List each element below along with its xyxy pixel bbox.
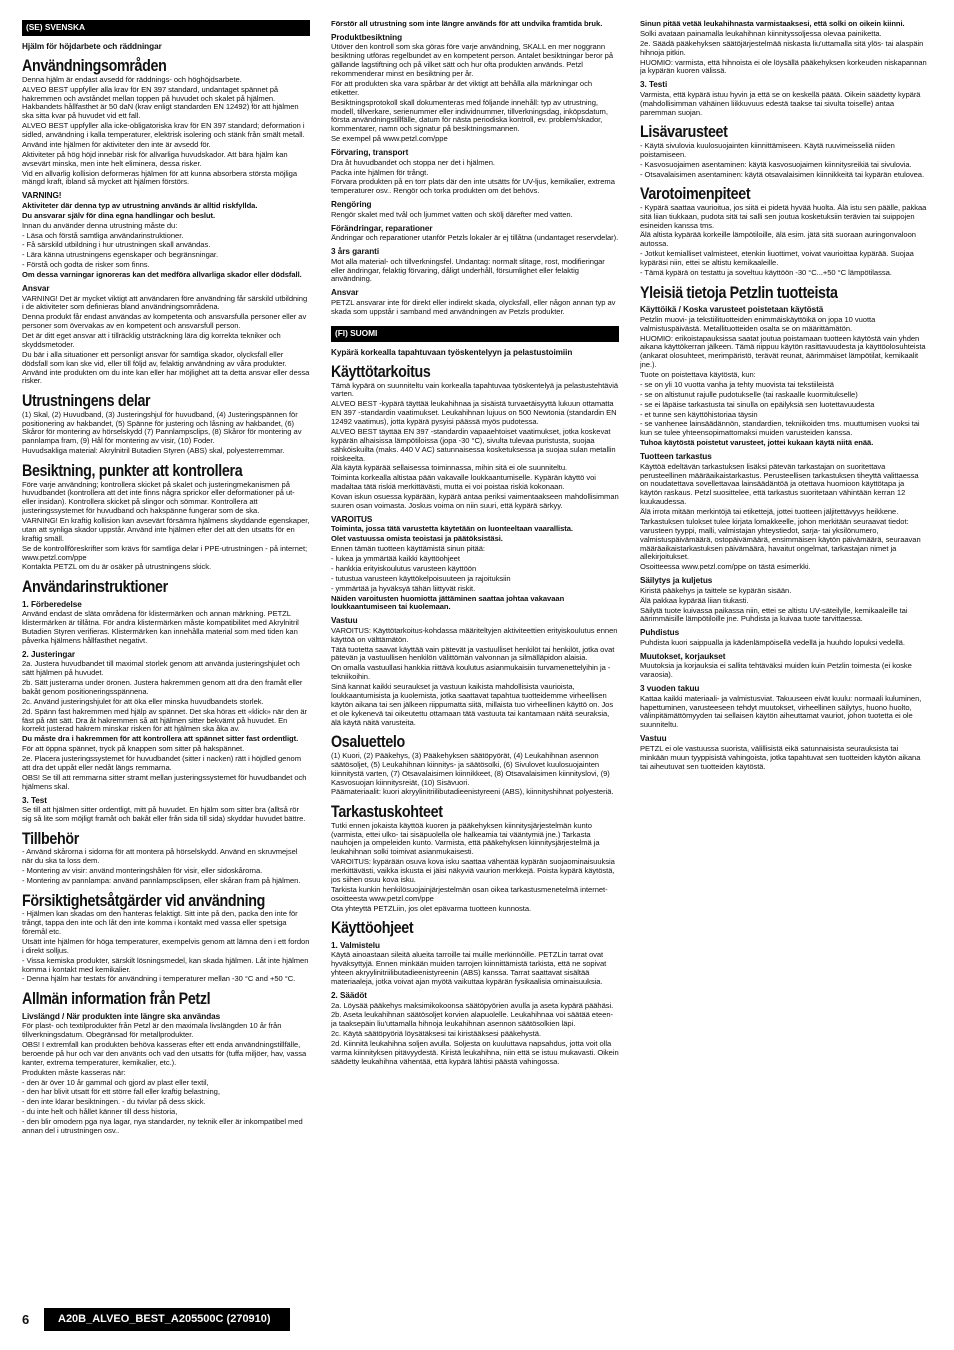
delar-paragraphs: [22, 411, 310, 456]
text-line: Se exempel på www.petzl.com/ppe: [331, 134, 448, 144]
text-line: Säilytä tuote kuivassa paikassa niin, ettei se altistu UV-säteilylle, kemikaaleille tai äärimmäisille lämpötiloille jne. Puhdista ja kuivaa tuote tarvittaessa.: [640, 605, 908, 624]
text-line: (1) Skal, (2) Huvudband, (3) Justeringshjul för huvudband, (4) Justeringspännen för positionering av hakbandet, (5) Spänne för justering och låsning av hakbandet, (6) Skåror för montering av hörselskydd (7) Pannlampsclips, (8) Skåror för montering av pannlampa fram, (9) Hål för montering av visir, (10) Foder.: [22, 409, 302, 446]
text-line: Kattaa kaikki materiaali- ja valmistusviat. Takuuseen eivät kuulu: normaali kuluminen, hapettuminen, varusteeseen tehdyt muutokset, virheellinen säilytys, huono huolto, välinpitämättömyyden tai sellaisen käytön aiheuttamat vauriot, johon tuotetta ei ole suunniteltu.: [640, 693, 922, 730]
text-line: 2e. Placera justeringssystemet för huvudbandet (sitter i nacken) rätt i höjdled genom att dra det uppåt eller nedåt längs remmarna.: [22, 754, 301, 772]
text-line: - Montering av visir: använd monteringshålen för visir, eller sidoskårorna.: [22, 866, 263, 876]
heading-justeringar: 2. Justeringar: [22, 649, 75, 659]
text-line: Älä pakkaa kypärää liian tiukasti.: [640, 595, 749, 605]
heading-puhdistus: Puhdistus: [640, 628, 680, 638]
text-line: Älä irrota mitään merkintöjä tai etikettejä, jottei tuotteen jäljitettävyys heikkene.: [640, 507, 899, 517]
varning-bold-2: Du ansvarar själv för dina egna handlingar och beslut.: [22, 210, 216, 220]
text-line: - Denna hjälm har testats för användning i temperaturer mellan -30 °C and +50 °C.: [22, 974, 296, 984]
text-line: Vid en allvarlig kollision deformeras hjälmen för att kunna absorbera största möjliga mängd kraft, ibland så mycket att hjälmen förstörs.: [22, 168, 298, 187]
text-line: HUOMIO: erikoistapauksissa saatat joutua poistamaan tuotteen käytöstä vain yhden aikana käyttökerran jälkeen. Tämä riippuu käytön rasittavuudesta ja käyttöolosuhteista (ankarat olosuhteet, merimpäristö, terävät reunat, äärimmäiset lämpötilat, kemikaalit jne.).: [640, 333, 926, 370]
text-line: Älä altista kypärää korkeille lämpötiloille, älä esim. jätä sitä suoraan auringonvaloon autossa.: [640, 230, 916, 249]
text-line: Packa inte hjälmen för trångt.: [331, 167, 429, 177]
text-line: Tutki ennen jokaista käyttöä kuoren ja pääkehyksen kiinnitysjärjestelmän kunto (varmista, ettei ulko- tai sisäpuolella ole halkeamia tai vääntymiä jne.) Tarkasta nauhojen ja ompeleiden kunto. Varmista, että pääkehyksen kiinnitysjärjestelmä ja leukahihnan solki toimivat asianmukaisesti.: [331, 820, 600, 857]
finnish-lead: Kypärä korkealla tapahtuvaan työskentelyyn ja pelastustoimiin: [331, 347, 573, 357]
text-line: VAROITUS: Käyttötarkoitus-kohdassa määriteltyjen aktiviteettien erityiskoulutus ennen käyttöä on välttämätön.: [331, 625, 618, 644]
text-line: 2b. Aseta leukahihnan säätösoljet korvien alapuolelle. Leukahihnaa voi säätää eteen- ja taaksepäin liu'uttamalla hihnoja leukahihnan asennon säätösolkien läpi.: [331, 1010, 614, 1029]
text-line: ALVEO BEST -kypärä täyttää leukahihnaa ja sisäistä turvaetäisyyttä lukuun ottamatta EN 397 -standardin vaatimukset. Leukahihnan lujuus on 500 Newtonia (standardin EN 12492 vaatimus), jotta kypärä pysyisi päässä myös pudotessa.: [331, 399, 617, 427]
text-line: - Otsavalaisimen asentaminen: käytä otsavalaisimen kiinnikkeitä tai kypärän etulovea.: [640, 169, 925, 179]
heading-allman-information: Allmän information från Petzl: [22, 989, 211, 1009]
tak-paragraphs: [640, 695, 928, 731]
text-line: Innan du använder denna utrustning måste du:: [22, 220, 178, 230]
lisa-paragraphs: [640, 142, 928, 180]
text-line: - et tunne sen käyttöhistoriaa täysin: [640, 409, 758, 419]
gar-paragraphs: [331, 258, 619, 285]
column-swedish: [22, 20, 310, 1292]
text-line: Käytä ainoastaan sileitä alueita tarroille tai muille merkinnöille. PETZLin tarrat ovat hyväksyttyjä. Ennen minkään muiden tarrojen kiinnittämistä tarkista, että ne sopivat yhteen akryylinitriilibutadieenistyreenin (ABS) kanssa. Tarrat saattavat sisältää materiaaleja, jotka voivat ajan myötä vaikuttaa kypärän fysikaalisia ominaisuuksia.: [331, 950, 607, 987]
text-line: Ota yhteyttä PETZLiin, jos olet epävarma tuotteen kunnosta.: [331, 903, 532, 913]
heading-osaluettelo: Osaluettelo: [331, 732, 405, 752]
kayt-paragraphs: [331, 382, 619, 511]
text-line: 2d. Spänn fast hakremmen med hjälp av spännet. Det ska höras ett «klick» när den är fäst på rätt sätt. Dra åt hakremmen så att hjälmen sitter bekvämt på huvudet. En korrekt justerad hakrem minskar risken för att hjälmen ska åka av.: [22, 706, 307, 734]
text-line: Tuote on poistettava käytöstä, kun:: [640, 370, 756, 380]
text-line: 2a. Justera huvudbandet till maximal storlek genom att använda justeringshjulet och sätt hjälmen på huvudet.: [22, 659, 300, 678]
text-line: Dra åt huvudbandet och stoppa ner det i hjälmen.: [331, 157, 495, 167]
text-line: Rengör skalet med tvål och ljummet vatten och skölj därefter med vatten.: [331, 209, 573, 219]
heading-varning: VARNING!: [22, 191, 62, 201]
text-line: Aktiviteter på hög höjd innebär risk för allvarliga huvudskador. Att bära hjälm kan avsevärt minska, men inte helt eliminera, dessa risker.: [22, 149, 288, 168]
column-middle: [331, 20, 619, 1292]
text-line: Denna produkt får endast användas av kompetenta och ansvarsfulla personer eller av personer som övervakas av en kompetent och ansvarsfull person.: [22, 312, 307, 331]
text-line: För plast- och textilprodukter från Petzl är den maximala livslängden 10 år från tillverkningsdatum. Obegränsad för metallprodukter.: [22, 1021, 282, 1040]
text-line: PETZL ei ole vastuussa suorista, välillisistä eikä satunnaisista seurauksista tai minkään muun tyyppisistä vahingoista, jotka tapahtuvat sen tuotteiden käytön aikana tai aiheutuvat sen tuotteiden käytöstä.: [640, 743, 921, 771]
text-line: För att öppna spännet, tryck på knappen som sitter på hakspännet.: [22, 744, 245, 754]
text-line: Du bär i alla situationer ett personligt ansvar för samtliga skador, olycksfall eller dödsfall som kan ske vid, eller till följd av, felaktig användning av våra produkter. Använd inte produkten om du inte kan eller har möjlighet att ta detta ansvar eller dessa risker.: [22, 349, 310, 386]
text-line: Ändringar och reparationer utanför Petzls lokaler är ej tillåtna (undantaget reservdelar).: [331, 233, 619, 243]
varning-bold-1: Aktiviteter där denna typ av utrustning används är alltid riskfyllda.: [22, 200, 258, 210]
heading-forberedelse: 1. Förberedelse: [22, 599, 82, 609]
text-line: - se ei läpäise tarkastusta tai sinulla on epäilyksiä sen luotettavuudesta: [640, 399, 875, 409]
text-line: Besiktningsprotokoll skall dokumenteras med följande innehåll: typ av utrustning, modell, tillverkare, serienummer eller individnummer, tillverkningsdag, inköpsdatum, första användningstillfälle, datum för nästa periodiska kontroll, ev. problem/skador, kommentarer, namn och signatur på besiktningsmannen.: [331, 97, 608, 134]
text-line: Tarkista kunkin henkilösuojainjärjestelmän osan oikea tarkastusmenetelmä internet-osoitteesta www.petzl.com/ppe: [331, 884, 608, 903]
text-line: On omalla vastuullasi hankkia riittävä koulutus asianmukaisiin turvamenettelyihin ja -tekniikoihin.: [331, 663, 611, 682]
text-line: Tätä tuotetta saavat käyttää vain pätevät ja vastuulliset henkilöt tai henkilöt, jotka ovat pätevän ja vastuullisen henkilön välittömän valvonnan ja silmälläpidon alaisia.: [331, 644, 615, 663]
s1-paragraphs: [22, 610, 310, 646]
heading-forvaring: Förvaring, transport: [331, 148, 409, 158]
text-line: Osoitteessa www.petzl.com/ppe on tästä esimerkki.: [640, 562, 811, 572]
text-line: ALVEO BEST täyttää EN 397 -standardin vapaaehtoiset vaatimukset, jotka koskevat kypärän alhaisissa lämpötiloissa (jopa -30 °C), sivulta tulevaa puristusta, suojaa sähköiskuilta (maks. 440 V AC) satunnaisessa kosketuksessa ja suojaa sulan metallin roiskeelta.: [331, 426, 616, 463]
text-line: - se on altistunut rajulle pudotukselle (tai raskaalle kuormitukselle): [640, 389, 858, 399]
text-line: - lukea ja ymmärtää kaikki käyttöohjeet: [331, 554, 460, 563]
text-line: - hankkia erityiskoulutus varusteen käyttöön: [331, 563, 477, 573]
varning-bold-3: Om dessa varningar ignoreras kan det medföra allvarliga skador eller dödsfall.: [22, 270, 302, 280]
heading-takuu: 3 vuoden takuu: [640, 684, 700, 694]
text-line: Mot alla material- och tillverkningsfel. Undantag: normalt slitage, rost, modifieringar eller ändringar, felaktig förvaring, dåligt underhåll, försumlighet eller felaktig användning.: [331, 256, 605, 284]
heading-muutokset: Muutokset, korjaukset: [640, 651, 726, 661]
text-line: 2e. Säädä pääkehyksen säätöjärjestelmää niskasta liu'uttamalla sitä ylös- tai alaspäin hihnoja pitkin.: [640, 38, 924, 57]
heading-vastuu-2: Vastuu: [640, 734, 667, 744]
text-line: Det är ditt eget ansvar att i tillräcklig utsträckning lära dig korrekta tekniker och skyddsmetoder.: [22, 331, 281, 349]
text-line: - Använd skårorna i sidorna för att montera på hörselskydd. Använd en skruvmejsel när du ska ta loss dem.: [22, 847, 298, 866]
text-line: - Hjälmen kan skadas om den hanteras felaktigt. Sitt inte på den, packa den inte för trångt, tappa den inte och låt den inte komma i kontakt med vassa eller spetsiga föremål etc.: [22, 909, 298, 937]
text-line: Varmista, että kypärä istuu hyvin ja että se on keskellä päätä. Oikein säädetty kypärä (mahdollisimman vähäinen liikkuvuus edestä taakse tai sivulta toiselle) antaa paremman suojan.: [640, 89, 921, 117]
text-line: - Få särskild utbildning i hur utrustningen skall användas.: [22, 240, 211, 250]
text-line: - tutustua varusteen käyttökelpoisuuteen ja rajoituksiin: [331, 573, 511, 583]
heading-forandringar: Förändringar, reparationer: [331, 223, 433, 233]
heading-lisavarusteet: Lisävarusteet: [640, 122, 728, 142]
heading-produktbesiktning: Produktbesiktning: [331, 32, 403, 42]
heading-besiktning: Besiktning, punkter att kontrollera: [22, 461, 243, 481]
text-line: Huvudsakliga material: Akrylnitril Butadien Styren (ABS) skal, polyesterremmar.: [22, 446, 285, 456]
page-number: 6: [22, 1312, 30, 1327]
reng-paragraphs: [331, 211, 619, 220]
muu-paragraphs: [640, 662, 928, 680]
varoitus-bold-1: Toiminta, jossa tätä varustetta käytetään on luonteeltaan vaarallista.: [331, 524, 573, 534]
heading-ansvar: Ansvar: [22, 283, 50, 293]
heading-anvandarinstruktioner: Användarinstruktioner: [22, 577, 168, 597]
tt-paragraphs: [640, 463, 928, 573]
s2-bold: Du måste dra i hakremmen för att kontrollera att spännet sitter fast ordentligt.: [22, 734, 299, 744]
text-line: Före varje användning; kontrollera skicket på skalet och justeringmekanismen på huvudbandet (kontrollera att det inte finns några sprickor eller deformationer på ut- eller insidan). Kontrollera skicket på slingor och sömmar. Kontrollera att justeringssystemet för huvudband och hakspänne fungerar som de ska.: [22, 479, 295, 516]
heading-testi: 3. Testi: [640, 80, 668, 90]
heading-kayttoohjeet: Käyttöohjeet: [331, 918, 414, 938]
text-line: Förvara produkten på en torr plats där den inte utsätts för UV-ljus, kemikalier, extrema temperaturer osv.. Rengör och torka produkten om det behövs.: [331, 177, 615, 196]
text-line: - den blir omodern pga nya lagar, nya standarder, ny teknik eller är inkompatibel med annan del i utrustningen osv..: [22, 1117, 303, 1135]
column-finnish: [640, 20, 928, 990]
heading-saadot: 2. Säädöt: [331, 990, 367, 1000]
varoitus-bold-2: Olet vastuussa omista teoistasi ja päätöksistäsi.: [331, 534, 503, 544]
text-line: 2b. Sätt justerarna under öronen. Justera hakremmen genom att dra den framåt eller bakåt genom positioneringsspännena.: [22, 678, 303, 696]
text-line: Se de kontrollföreskrifter som krävs för samtliga delar i PPE-utrustningen - på internet; www.petzl.com/ppe: [22, 543, 308, 562]
heading-varoitus: VAROITUS: [331, 514, 373, 524]
text-line: Utsätt inte hjälmen för höga temperaturer, exempelvis genom att lämna den i ett fordon i direkt solljus.: [22, 936, 310, 955]
heading-yleisia-tietoja: Yleisiä tietoja Petzlin tuotteista: [640, 282, 838, 302]
prod-paragraphs: [331, 43, 619, 144]
anv-paragraphs: [22, 76, 310, 188]
heading-tillbehor: Tillbehör: [22, 828, 79, 848]
text-line: VAROITUS: kypärään osuva kova isku saattaa vähentää kypärän suojaominaisuuksia merkittävästi, vaikka iskusta ei jäisi näkyviä vaurion merkkejä. Poista kypärä käytöstä, jos siihen osuu kova isku.: [331, 857, 615, 884]
s2b-paragraphs: [22, 745, 310, 791]
text-line: - du inte helt och hållet känner till dess historia,: [22, 1107, 178, 1117]
heading-tuotteen-tarkastus: Tuotteen tarkastus: [640, 452, 712, 462]
o2-paragraphs: [331, 1002, 619, 1067]
text-line: VARNING! En kraftig kollision kan avsevärt försämra hjälmens skyddande egenskaper, utan att synliga skador uppstår. Använd inte hjälmen efter det att den utsatts för en kraftig smäll.: [22, 516, 310, 543]
text-line: 2a. Löysää pääkehys maksimikokoonsa säätöpyörien avulla ja aseta kypärä päähäsi.: [331, 1000, 614, 1010]
text-line: ALVEO BEST uppfyller alla icke-obligatoriska krav för EN 397 standard; deformation i sidled, användning i kalla temperaturer, elektrisk isolering och stänk från smält metall.: [22, 121, 305, 140]
osat-paragraphs: [331, 752, 619, 797]
heading-forsiktighetsatgarder: Försiktighetsåtgärder vid användning: [22, 890, 265, 910]
text-line: - Kypärä saattaa vaurioitua, jos siitä ei pidetä hyvää huolta. Älä istu sen päälle, pakkaa sitä liian tiukkaan, pudota sitä tai salli sen joutua kosketuksiin terävien tai suippojen esineiden kanssa tms.: [640, 202, 927, 230]
heading-kayttotarkoitus: Käyttötarkoitus: [331, 362, 431, 382]
text-line: - Läsa och förstå samtliga användarinstruktioner.: [22, 230, 184, 240]
heading-test: 3. Test: [22, 795, 47, 805]
heading-tarkastuskohteet: Tarkastuskohteet: [331, 802, 443, 822]
text-line: - Kasvosuojaimen asentaminen: käytä kasvosuojaimen kiinnitysreikiä tai sivulovia.: [640, 159, 912, 169]
text-line: Päämateriaalit: kuori akryylinitriilibutadieenistyreeni (ABS), kiinnityshihnat polyesteriä.: [331, 787, 614, 797]
s2-paragraphs: [22, 660, 310, 734]
sail-paragraphs: [640, 587, 928, 625]
text-line: Utöver den kontroll som ska göras före varje användning, SKALL en mer noggrann besiktning utföras regelbundet av en kompetent person. Antalet besiktningar beror på gällande lagstiftning och på vilket sätt och hur ofta produkten används. Petzl rekommenderar minst en besiktning per år.: [331, 42, 614, 79]
text-line: Sinä kannat kaikki seuraukset ja vastuun kaikista mahdollisista vaurioista, loukkaantumisista ja kuolemista, jotka saattavat tapahtua tuotteidemme virheellisen käytön aikana tai sen jälkeen riippumatta siitä, millaista tuo virheellinen käyttö on. Jos et ole kykenevä tai oikeutettu ottamaan tätä vastuuta tai kantamaan näitä seuraksia, älä käytä näitä varusteita.: [331, 682, 614, 727]
tark-paragraphs: [331, 822, 619, 914]
varoitus-list: [331, 545, 619, 593]
text-line: PETZL ansvarar inte för direkt eller indirekt skada, olycksfall, eller någon annan typ av skada som uppstår i samband med användningen av Petzls produkter.: [331, 297, 616, 316]
text-line: Kovan iskun osuessa kypärään, kypärä antaa periksi vaimentaakseen mahdollisimman suuren osan voimasta. Joskus voima on niin suuri, että kypärä särkyy.: [331, 492, 619, 510]
language-tag-finnish: (FI) SUOMI: [331, 326, 619, 342]
varotoim-paragraphs: [640, 204, 928, 278]
document-reference: A20B_ALVEO_BEST_A205500C (270910): [44, 1308, 290, 1331]
heading-garanti: 3 års garanti: [331, 247, 380, 257]
text-line: Använd inte hjälmen för aktiviteter den inte är avsedd för.: [22, 139, 211, 149]
tillb-paragraphs: [22, 848, 310, 886]
text-line: Ennen tämän tuotteen käyttämistä sinun pitää:: [331, 544, 485, 554]
text-line: ALVEO BEST uppfyller alla krav för EN 397 standard, undantaget spännet på hakremmen och avståndet mellan toppen på huvudet och skalet på hjälmen. Hakbandets hållfasthet är 50 daN (krav enligt standarden EN 12492) för att hjälmen ska sitta kvar på huvudet vid ett fall.: [22, 84, 299, 121]
heading-sailytys: Säilytys ja kuljetus: [640, 576, 713, 586]
text-line: Solki avataan painamalla leukahihnan kiinnityssoljessa olevaa painiketta.: [640, 28, 882, 38]
ika-paragraphs: [640, 316, 928, 438]
ika-bold: Tuhoa käytöstä poistetut varusteet, jottei kukaan käytä niitä enää.: [640, 438, 874, 448]
fors-paragraphs: [22, 910, 310, 984]
text-line: Använd endast de släta områdena för klistermärken och annan märkning. PETZL klistermärken är tillåtna. För andra klistermärken måste kompatibilitet med Akrylnitril Butadien Styren verifieras. Klistermärken kan innehålla material som med tiden kan påverka hjälmens hållfasthet negativt.: [22, 609, 299, 645]
text-line: Kiristä pääkehys ja taittele se kypärän sisään.: [640, 585, 792, 595]
text-line: - Tämä kypärä on testattu ja soveltuu käyttöön -30 °C...+50 °C lämpötilassa.: [640, 267, 892, 277]
vas-paragraphs: [640, 745, 928, 772]
text-line: För att produkten ska vara spårbar är det viktigt att behålla alla märkningar och etiketter.: [331, 78, 593, 97]
text-line: - Lära känna utrustningens egenskaper och begränsningar.: [22, 250, 219, 260]
text-line: - Förstå och godta de risker som finns.: [22, 260, 150, 270]
text-line: - se on yli 10 vuotta vanha ja tehty muovista tai tekstiileistä: [640, 379, 834, 389]
text-line: Kontakta PETZL om du är osäker på utrustningens skick.: [22, 562, 212, 572]
text-line: Se till att hjälmen sitter ordentligt, mitt på huvudet. En hjälm som sitter bra (alltså rör sig så lite som möjligt framåt och bakåt eller från sida till sida) skyddar huvudet bättre.: [22, 805, 306, 824]
heading-valmistelu: 1. Valmistelu: [331, 940, 380, 950]
varoitus-bold-3: Näiden varoitusten huomiotta jättäminen saattaa johtaa vakavaan loukkaantumiseen tai kuolemaan.: [331, 593, 565, 612]
livs-bold: Förstör all utrustning som inte längre används för att undvika framtida bruk.: [331, 20, 603, 28]
o1-paragraphs: [331, 951, 619, 987]
text-line: OBS! I extremfall kan produkten behöva kasseras efter ett enda användningstillfälle, beroende på hur och var den använts och vad den utsatts för (tuffa miljöer, hav, vassa kanter, extrema temperaturer, kemikalier, etc.).: [22, 1040, 307, 1067]
text-line: Käyttöä edeltävän tarkastuksen lisäksi pätevän tarkastajan on suoritettava perusteellinen määräaikaistarkastus. Perusteellisen tarkastuksen tiheyttä valittaessa on noudatettava sovellettavaa lainsäädäntöä ja otettava huomioon käyttötapa ja käytön raskaus. Petzl suosittelee, että tarkastus suoritetaan vähintään kerran 12 kuukaudessa.: [640, 461, 919, 507]
heading-livslangd: Livslängd / När produkten inte längre ska användas: [22, 1011, 221, 1021]
heading-vastuu: Vastuu: [331, 616, 358, 626]
varning-list: [22, 222, 310, 270]
text-line: Toiminta korkealla altistaa pään vakavalle loukkaantumiselle. Kypärän käyttö voi madaltaa tätä riskiä merkittävästi, mutta ei voi poistaa riskiä kokonaan.: [331, 473, 596, 492]
text-line: (1) Kuori, (2) Pääkehys, (3) Pääkehyksen säätöpyörät, (4) Leukahihnan asennon säätösoljet, (5) Leukahihnan kiinnitys- ja säätösolki, (6) Sivulovet kuulosuojainten kiinnitystä varten, (7) Otsavalaisimen kiinnikkeet, (8) Otsavalaisimen kiinnityslovi, (9) Kasvosuojan kiinnitysreiät, (10) Sisävuori.: [331, 750, 610, 787]
text-line: - den är över 10 år gammal och gjord av plast eller textil,: [22, 1077, 209, 1087]
s3-paragraphs: [22, 806, 310, 824]
vastuu-paragraphs: [331, 627, 619, 728]
for-paragraphs: [331, 234, 619, 243]
puh-paragraphs: [640, 639, 928, 648]
o2-bold: Sinun pitää vetää leukahihnasta varmistaaksesi, että solki on oikein kiinni.: [640, 20, 905, 28]
heading-ansvar-2: Ansvar: [331, 288, 359, 298]
swedish-lead: Hjälm för höjdarbete och räddningar: [22, 41, 162, 51]
text-line: Älä käytä kypärää sellaisessa toiminnassa, mihin sitä ei ole suunniteltu.: [331, 463, 568, 473]
text-line: Tarkastuksen tulokset tulee kirjata lomakkeelle, johon merkitään seuraavat tiedot: varusteen tyyppi, malli, valmistajan yhteystiedot, sarja- tai yksilönumero, valmistuspäivämäärä, ostopäivämäärä, ensimmäisen käytön päivämäärä, seuraavan määräaikaistarkastuksen päivämäärä, havaitut ongelmat, tarkastajan nimet ja allekirjoitukset.: [640, 516, 921, 562]
text-line: - se vanhenee lainsäädännön, standardien, tekniikoiden tms. muuttumisen vuoksi tai kun se tulee yhteensopimattomaksi muiden varusteiden kanssa.: [640, 419, 920, 438]
heading-utrustningens-delar: Utrustningens delar: [22, 391, 151, 411]
heading-varotoimenpiteet: Varotoimenpiteet: [640, 184, 751, 204]
o2b-paragraphs: [640, 30, 928, 76]
heading-rengoring: Rengöring: [331, 200, 372, 210]
text-line: 2d. Kiinnitä leukahihna soljen avulla. Soljesta on kuuluttava napsahdus, jotta voit olla varma kiinnityksen pitävyydestä. Kiristä leukahihna, niin että se istuu mukavasti. Oikein säädetty leukahihna vähentää, että kypärä lähtisi päästä vahingossa.: [331, 1039, 619, 1066]
text-line: Puhdista kuori saippualla ja kädenlämpöisellä vedellä ja huuhdo lopuksi vedellä.: [640, 637, 905, 647]
text-line: Produkten måste kasseras när:: [22, 1067, 126, 1077]
text-line: Denna hjälm är endast avsedd för räddnings- och höghöjdsarbete.: [22, 74, 242, 84]
text-line: - Vissa kemiska produkter, särskilt lösningsmedel, kan skada hjälmen. Låt inte hjälmen komma i kontakt med kemikalier.: [22, 955, 309, 974]
text-line: Tämä kypärä on suunniteltu vain korkealla tapahtuvaa työskentelyä ja pelastustehtäviä varten.: [331, 380, 619, 399]
text-line: 2c. Käytä säätöpyöriä löysätäksesi tai kiristääksesi pääkehystä.: [331, 1029, 541, 1039]
text-line: Muutoksia ja korjauksia ei sallita tehtäväksi muiden kuin Petzlin toimesta (ei koske varaosia).: [640, 661, 912, 680]
text-line: - Jotkut kemialliset valmisteet, etenkin liuottimet, voivat vaurioittaa kypärää. Suojaa kypäräsi niin, ettei se altistu kemikaaleille.: [640, 249, 914, 268]
ans-paragraphs: [331, 299, 619, 317]
text-line: OBS! Se till att remmarna sitter stramt mellan justeringssystemet för huvudbandet och hjälmens skal.: [22, 772, 307, 791]
livs-paragraphs: [22, 1022, 310, 1136]
besikt-paragraphs: [22, 481, 310, 573]
text-line: - den inte klarar besiktningen. - du tvivlar på dess skick.: [22, 1097, 206, 1107]
text-line: - Käytä sivulovia kuulosuojainten kiinnittämiseen. Käytä ruuvimeisseliä niiden poistamiseen.: [640, 140, 895, 159]
heading-anvandningsomraden: Användningsområden: [22, 56, 167, 76]
heading-kayttoika: Käyttöikä / Koska varusteet poistetaan käytöstä: [640, 305, 824, 315]
text-line: 2c. Använd justeringshjulet för att öka eller minska huvudbandets storlek.: [22, 696, 264, 706]
text-line: - Montering av pannlampa: använd pannlampsclipsen, eller skåran fram på hjälmen.: [22, 876, 301, 885]
text-line: Petzlin muovi- ja tekstiilituotteiden enimmäiskäyttöikä on jopa 10 vuotta valmistuspäivästä. Metallituotteiden osalta se on määrittämätön.: [640, 314, 876, 333]
forv-paragraphs: [331, 159, 619, 197]
language-tag-swedish: (SE) SVENSKA: [22, 20, 310, 36]
text-line: VARNING! Det är mycket viktigt att användaren före användning får särskild utbildning i de aktiviteter som definieras bland användningsområdena.: [22, 293, 308, 312]
o3-paragraphs: [640, 91, 928, 118]
text-line: - den har blivit utsatt för ett större fall eller kraftig belastning,: [22, 1087, 220, 1097]
text-line: - ymmärtää ja hyväksyä tähän liittyvät riskit.: [331, 583, 476, 593]
text-line: HUOMIO: varmista, että hihnoista ei ole löysällä pääkehyksen korkeuden niskapannan ja kypärän kuoren välissä.: [640, 57, 927, 76]
ansvar-paragraphs: [22, 295, 310, 387]
